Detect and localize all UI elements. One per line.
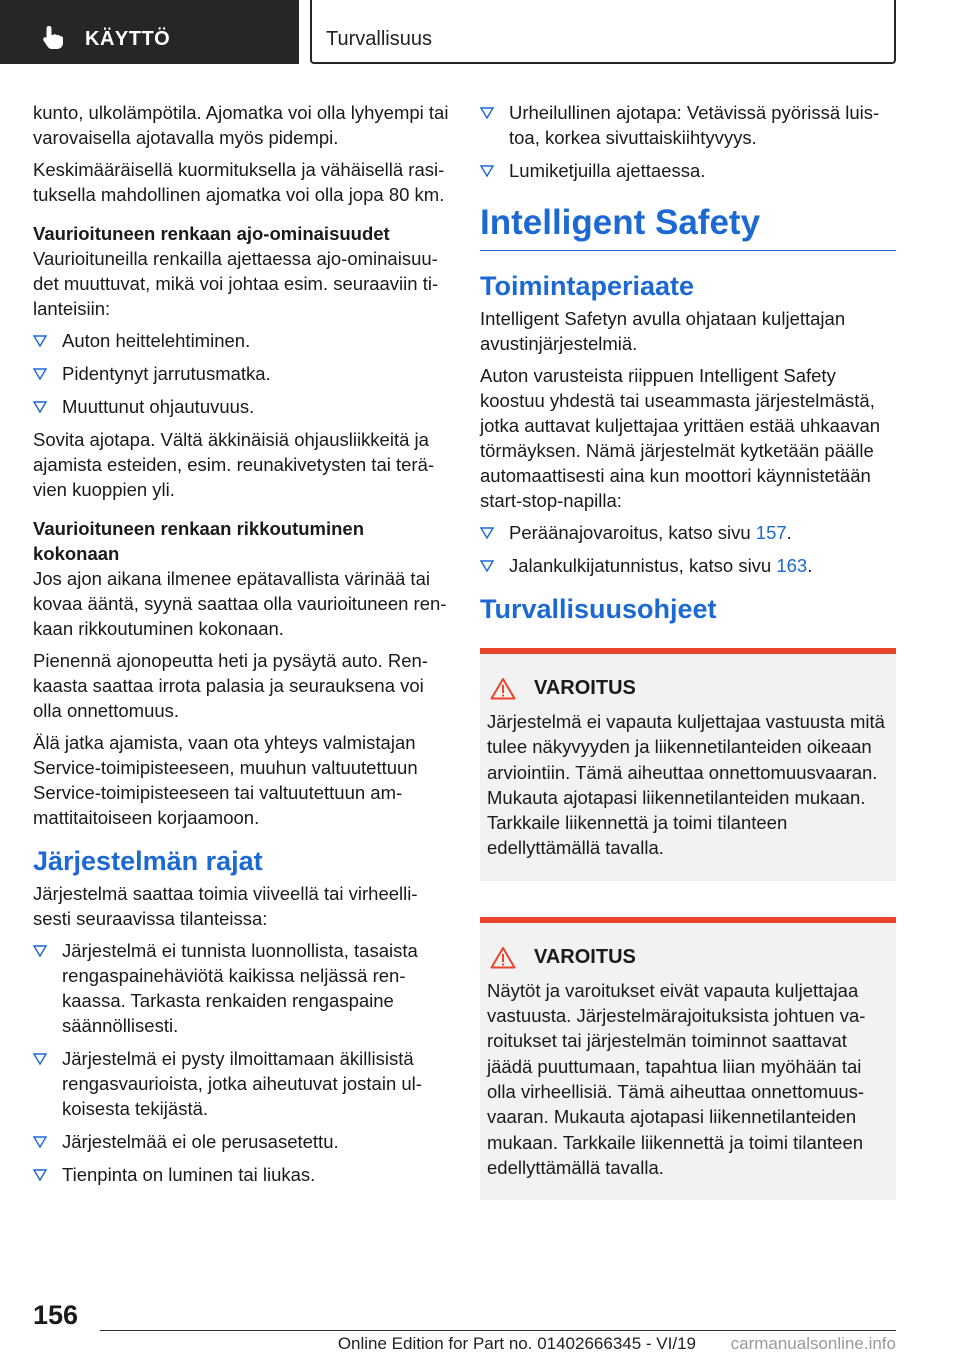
bullet-list (33, 328, 449, 419)
triangle-bullet-icon (33, 332, 47, 348)
chapter-title: Intelligent Safety (480, 201, 896, 251)
list-item: Peräänajovaroitus, katso sivu 157. (480, 520, 896, 545)
page-reference-link[interactable]: 157 (755, 522, 787, 543)
paragraph: Vaurioituneilla renkailla ajettaessa ajo-ominaisuudet muuttuvat, mikä voi johtaa esim. seuraaviin tilanteisiin: (33, 248, 439, 319)
triangle-bullet-icon (33, 1166, 47, 1182)
section-heading: Järjestelmän rajat (33, 846, 263, 876)
warning-box (480, 648, 896, 881)
bullet-list (480, 520, 896, 578)
hand-pointer-icon (40, 24, 66, 50)
warning-triangle-icon (490, 946, 516, 969)
list-item: Jalankulkijatunnistus, katso sivu 163. (480, 553, 896, 578)
triangle-bullet-icon (480, 524, 494, 540)
paragraph: Auton varusteista riippuen Intelligent Safety koostuu yhdestä tai useammasta järjestelmästä, jotka auttavat kuljettajaa yrittäen estää uhkaavan törmäyksen. Nämä järjestelmät kytketään päälle automaattisesti aina kun moottori käynnistetään start-stop-napilla: (480, 365, 881, 511)
section-header-label: Turvallisuus (326, 28, 432, 50)
triangle-bullet-icon (33, 365, 47, 381)
paragraph: Älä jatka ajamista, vaan ota yhteys valmistajan Service-toimipisteeseen, muuhun valtuutettuun Service-toimipisteeseen tai valtuutettuun ammattitaitoiseen korjaamoon. (33, 732, 418, 828)
paragraph: Järjestelmä saattaa toimia viiveellä tai virheellisesti seuraavissa tilanteissa: (33, 883, 418, 929)
subheading: Vaurioituneen renkaan rikkoutuminen kokonaan (33, 518, 365, 564)
list-item: Auton heittelehtiminen. (33, 328, 449, 353)
watermark: carmanualsonline.info (730, 1334, 896, 1353)
triangle-bullet-icon (33, 1133, 47, 1149)
list-item: Järjestelmää ei ole perusasetettu. (33, 1129, 449, 1154)
warning-text: Järjestelmä ei vapauta kuljettajaa vastuusta mitä tulee näkyvyyden ja liikennetilanteiden oikeaan arviointiin. Tämä aiheuttaa onnettomuusvaaran. Mukauta ajotapasi liikennetilanteiden mukaan. Tarkkaile liikennettä ja toimi tilanteen edellyttämällä tavalla. (487, 711, 885, 859)
triangle-bullet-icon (33, 398, 47, 414)
edition-text: Online Edition for Part no. 01402666345 - VI/19 (337, 1334, 696, 1353)
warning-box (480, 917, 896, 1200)
section-heading: Toimintaperiaate (480, 271, 695, 301)
list-item: Pidentynyt jarrutusmatka. (33, 361, 449, 386)
triangle-bullet-icon (480, 557, 494, 573)
chapter-tab-label: KÄYTTÖ (85, 28, 171, 50)
paragraph: Sovita ajotapa. Vältä äkkinäisiä ohjausliikkeitä ja ajamista esteiden, esim. reunakivetysten tai terävien kuoppien yli. (33, 429, 435, 500)
triangle-bullet-icon (33, 942, 47, 958)
chapter-tab (0, 0, 299, 64)
list-item: Lumiketjuilla ajettaessa. (480, 158, 896, 183)
warning-text: Näytöt ja varoitukset eivät vapauta kuljettajaa vastuusta. Järjestelmärajoituksista johtuen varoitukset tai järjestelmän toiminnot saattavat jäädä puuttumaan, tapahtua liian myöhään tai olla virheellisiä. Tämä aiheuttaa onnettomuusvaaran. Mukauta ajotapasi liikennetilanteiden mukaan. Tarkkaile liikennettä ja toimi tilanteen edellyttämällä tavalla. (487, 979, 866, 1178)
subheading: Vaurioituneen renkaan ajo-ominaisuudet (33, 223, 390, 244)
section-header (310, 0, 896, 64)
warning-title: VAROITUS (487, 945, 888, 970)
page-reference-link[interactable]: 163 (776, 555, 808, 576)
paragraph: Intelligent Safetyn avulla ohjataan kuljettajan avustinjärjestelmiä. (480, 308, 846, 354)
page-number: 156 (33, 1300, 79, 1330)
triangle-bullet-icon (480, 104, 494, 120)
list-item: Urheilullinen ajotapa: Vetävissä pyörissä luistoa, korkea sivuttaiskiihtyvyys. (480, 100, 896, 150)
left-column (33, 100, 449, 1195)
paragraph: Pienennä ajonopeutta heti ja pysäytä auto. Renkaasta saattaa irrota palasia ja seurauksena voi olla onnettomuus. (33, 650, 428, 721)
section-heading: Turvallisuusohjeet (480, 594, 717, 624)
list-item: Tienpinta on luminen tai liukas. (33, 1162, 449, 1187)
footer-divider (100, 1330, 896, 1331)
triangle-bullet-icon (480, 162, 494, 178)
paragraph: Jos ajon aikana ilmenee epätavallista värinää tai kovaa ääntä, syynä saattaa olla vaurioituneen renkaan rikkoutuminen kokonaan. (33, 568, 447, 639)
bullet-list (480, 100, 896, 183)
warning-title: VAROITUS (487, 676, 888, 701)
warning-triangle-icon (490, 677, 516, 700)
list-item: Järjestelmä ei tunnista luonnollista, tasaista rengaspainehäviötä kaikissa neljässä renkaassa. Tarkasta renkaiden rengaspaine säännöllisesti. (33, 938, 449, 1038)
triangle-bullet-icon (33, 1050, 47, 1066)
list-item: Järjestelmä ei pysty ilmoittamaan äkillisistä rengasvaurioista, jotka aiheutuvat jostain ulkoisesta tekijästä. (33, 1046, 449, 1121)
list-item: Muuttunut ohjautuvuus. (33, 394, 449, 419)
bullet-list (33, 938, 449, 1187)
right-column (480, 100, 896, 1236)
paragraph: Keskimääräisellä kuormituksella ja vähäisellä rasituksella mahdollinen ajomatka voi olla jopa 80 km. (33, 159, 445, 205)
paragraph: kunto, ulkolämpötila. Ajomatka voi olla lyhyempi tai varovaisella ajotavalla myös pidempi. (33, 102, 449, 148)
